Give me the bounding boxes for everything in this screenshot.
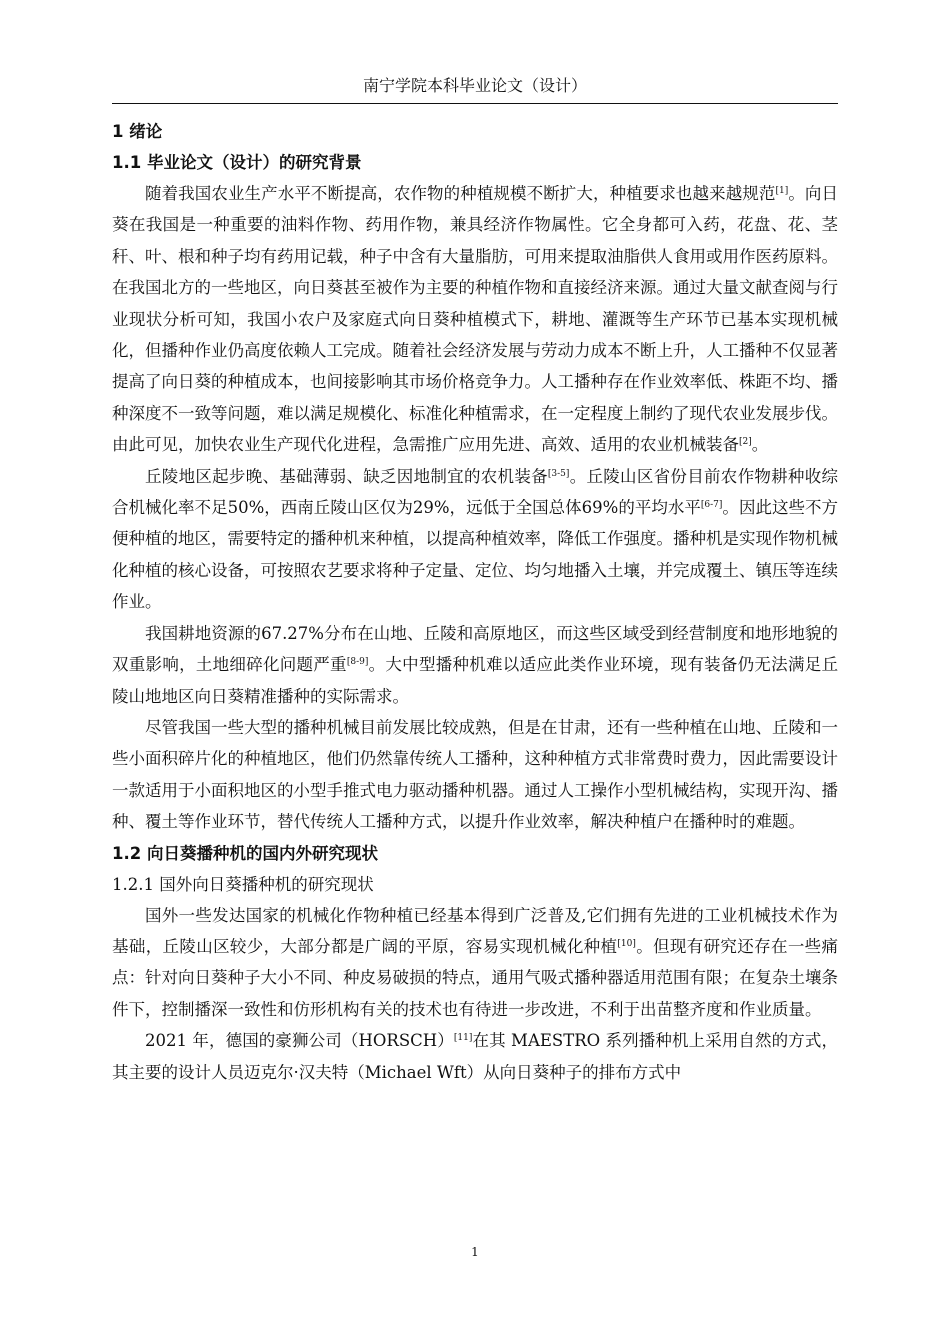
paragraph-background-1: 随着我国农业生产水平不断提高，农作物的种植规模不断扩大，种植要求也越来越规范[1]。向日葵在我国是一种重要的油料作物、药用作物，兼具经济作物属性。它全身都可入药，花盘、花、茎秆、叶、根和种子均有药用记载，种子中含有大量脂肪，可用来提取油脂供人食用或用作医药原料。在我国北方的一些地区，向日葵甚至被作为主要的种植作物和直接经济来源。通过大量文献查阅与行业现状分析可知，我国小农户及家庭式向日葵种植模式下，耕地、灌溉等生产环节已基本实现机械化，但播种作业仍高度依赖人工完成。随着社会经济发展与劳动力成本不断上升，人工播种不仅显著提高了向日葵的种植成本，也间接影响其市场价格竞争力。人工播种存在作业效率低、株距不均、播种深度不一致等问题，难以满足规模化、标准化种植需求，在一定程度上制约了现代农业发展步伐。由此可见，加快农业生产现代化进程，急需推广应用先进、高效、适用的农业机械装备[2]。	[112, 184, 839, 455]
section-heading-1-2: 1.2 向日葵播种机的国内外研究现状	[112, 843, 378, 863]
citation-ref[interactable]: [6-7]	[700, 500, 723, 511]
section-heading-1-1: 1.1 毕业论文（设计）的研究背景	[112, 153, 362, 172]
citation-ref[interactable]: [8-9]	[346, 657, 369, 668]
paragraph-foreign-2: 2021 年，德国的豪狮公司（HORSCH）[11]在其 MAESTRO 系列播种机上采用自然的方式，其主要的设计人员迈克尔·汉夫特（Michael Wft）从向日葵种子的排布方式中	[112, 1031, 838, 1082]
page-number: 1	[471, 1245, 479, 1259]
citation-ref[interactable]: [10]	[617, 938, 636, 949]
citation-ref[interactable]: [3-5]	[547, 468, 570, 479]
citation-ref[interactable]: [2]	[739, 437, 752, 448]
subsection-heading-1-2-1: 1.2.1 国外向日葵播种机的研究现状	[112, 874, 374, 894]
paragraph-background-4: 尽管我国一些大型的播种机械目前发展比较成熟，但是在甘肃，还有一些种植在山地、丘陵和一些小面积碎片化的种植地区，他们仍然靠传统人工播种，这种种植方式非常费时费力，因此需要设计一款适用于小面积地区的小型手推式电力驱动播种机器。通过人工操作小型机械结构，实现开沟、播种、覆土等作业环节，替代传统人工播种方式，以提升作业效率，解决种植户在播种时的难题。	[112, 717, 838, 832]
paragraph-foreign-1: 国外一些发达国家的机械化作物种植已经基本得到广泛普及,它们拥有先进的工业机械技术作为基础，丘陵山区较少，大部分都是广阔的平原，容易实现机械化种植[10]。但现有研究还存在一些痛点：针对向日葵种子大小不同、种皮易破损的特点，通用气吸式播种器适用范围有限；在复杂土壤条件下，控制播深一致性和仿形机构有关的技术也有待进一步改进，不利于出苗整齐度和作业质量。	[112, 905, 839, 1019]
citation-ref[interactable]: [11]	[453, 1033, 473, 1044]
page-body	[112, 116, 838, 1088]
citation-ref[interactable]: [1]	[775, 186, 789, 196]
running-header: 南宁学院本科毕业论文（设计）	[362, 76, 587, 95]
paragraph-background-2: 丘陵地区起步晚、基础薄弱、缺乏因地制宜的农机装备[3-5]。丘陵山区省份目前农作物耕种收综合机械化率不足50%，西南丘陵山区仅为29%，远低于全国总体69%的平均水平[6-7]。因此这些不方便种植的地区，需要特定的播种机来种植，以提高种植效率，降低工作强度。播种机是实现作物机械化种植的核心设备，可按照农艺要求将种子定量、定位、均匀地播入土壤，并完成覆土、镇压等连续作业。	[112, 466, 839, 612]
paragraph-background-3: 我国耕地资源的67.27%分布在山地、丘陵和高原地区，而这些区域受到经营制度和地形地貌的双重影响，土地细碎化问题严重[8-9]。大中型播种机难以适应此类作业环境，现有装备仍无法满足丘陵山地地区向日葵精准播种的实际需求。	[112, 623, 838, 706]
chapter-heading: 1 绪论	[112, 122, 163, 141]
header-rule	[112, 103, 838, 104]
